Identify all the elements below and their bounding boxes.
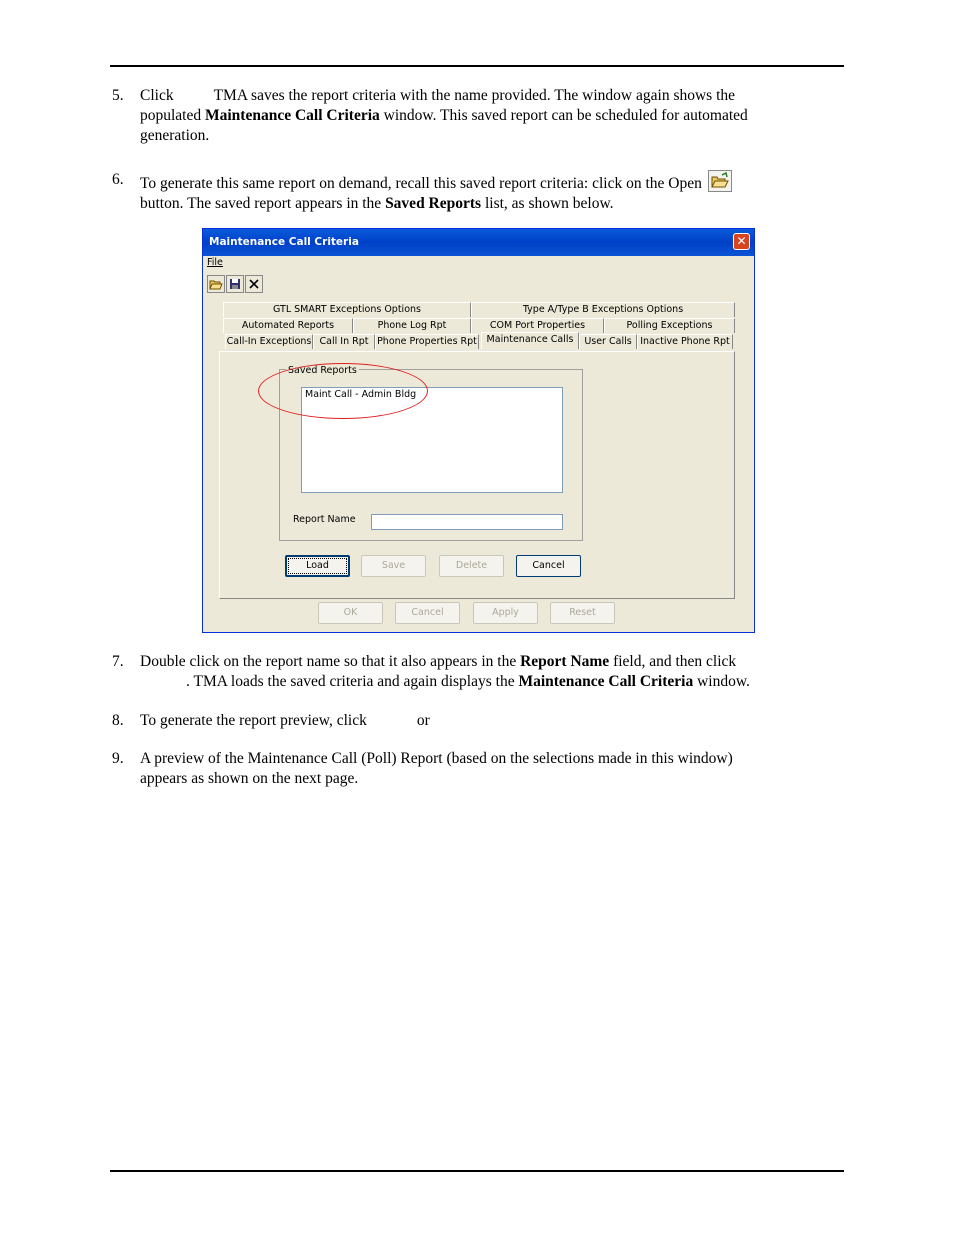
step-number: 7. [112, 653, 124, 670]
step-number: 8. [112, 712, 124, 729]
window-name: Maintenance Call Criteria [518, 673, 694, 690]
toolbar [207, 275, 263, 295]
step-text: generation. [140, 127, 210, 144]
report-name-label: Report Name [293, 514, 356, 525]
tab-call-in-exceptions[interactable]: Call-In Exceptions [226, 336, 312, 347]
step-text: To generate the report preview, click [140, 712, 367, 729]
open-folder-icon [209, 278, 223, 290]
maintenance-call-criteria-window [202, 228, 755, 633]
field-name: Report Name [520, 653, 610, 670]
report-name-field[interactable] [371, 514, 563, 530]
footer-cancel-button[interactable]: Cancel [395, 602, 460, 624]
step-number: 6. [112, 171, 124, 188]
open-button[interactable] [207, 275, 225, 293]
tab-phone-properties-rpt[interactable]: Phone Properties Rpt [375, 334, 479, 349]
x-delete-icon [248, 278, 260, 290]
header-rule [110, 65, 844, 67]
open-folder-icon [708, 170, 732, 192]
step-text: To generate this same report on demand, recall this saved report criteria: click on the Open [140, 175, 702, 192]
tab-inactive-phone-rpt[interactable]: Inactive Phone Rpt [637, 334, 733, 349]
step-5 [112, 86, 832, 148]
delete-button[interactable]: Delete [439, 555, 504, 577]
tab-call-in-rpt[interactable]: Call In Rpt [313, 334, 375, 349]
step-7 [112, 652, 832, 694]
menu-file-label: File [207, 257, 223, 268]
window-title: Maintenance Call Criteria [209, 236, 359, 248]
cancel-button[interactable]: Cancel [516, 555, 581, 577]
list-name: Saved Reports [385, 195, 482, 212]
step-text: appears as shown on the next page. [140, 770, 359, 787]
tab-com-port-properties[interactable]: COM Port Properties [471, 318, 604, 333]
step-text: window. [693, 673, 750, 690]
step-text: or [416, 712, 430, 729]
tab-phone-log-rpt[interactable]: Phone Log Rpt [353, 318, 471, 333]
tab-polling-exceptions[interactable]: Polling Exceptions [604, 318, 735, 333]
load-button[interactable]: Load [285, 555, 350, 577]
list-item[interactable]: Maint Call - Admin Bldg [305, 389, 417, 400]
step-6 [112, 170, 832, 212]
saved-reports-label: Saved Reports [288, 365, 357, 376]
step-text: button. The saved report appears in the [140, 195, 386, 212]
ok-button[interactable]: OK [318, 602, 383, 624]
reset-button[interactable]: Reset [550, 602, 615, 624]
step-text: A preview of the Maintenance Call (Poll) Report (based on the selections made in this window) [140, 750, 733, 767]
footer-rule [110, 1170, 844, 1172]
apply-button[interactable]: Apply [473, 602, 538, 624]
step-text: Click [140, 87, 174, 104]
tab-gtl-smart-exceptions[interactable]: GTL SMART Exceptions Options [223, 302, 471, 317]
menu-file[interactable] [207, 257, 223, 268]
tab-automated-reports[interactable]: Automated Reports [223, 318, 353, 333]
step-text: Double click on the report name so that it also appears in the [140, 653, 521, 670]
highlight-ellipse [258, 363, 428, 419]
step-number: 9. [112, 750, 124, 767]
step-number: 5. [112, 87, 124, 104]
delete-toolbar-button[interactable] [245, 275, 263, 293]
save-button[interactable]: Save [361, 555, 426, 577]
step-text: list, as shown below. [481, 195, 614, 212]
step-9 [112, 749, 832, 791]
floppy-disk-icon [229, 278, 241, 290]
step-text: . TMA loads the saved criteria and again displays the [186, 673, 519, 690]
step-text: populated [140, 107, 205, 124]
step-8 [112, 711, 832, 733]
tab-maintenance-calls[interactable]: Maintenance Calls [481, 332, 579, 349]
tab-type-a-type-b-exceptions[interactable]: Type A/Type B Exceptions Options [471, 302, 735, 317]
window-name: Maintenance Call Criteria [205, 107, 380, 124]
step-text: window. This saved report can be scheduled for automated [379, 107, 748, 124]
step-text: field, and then click [609, 653, 737, 670]
save-toolbar-button[interactable] [226, 275, 244, 293]
close-button[interactable]: ✕ [733, 233, 750, 250]
title-bar [203, 229, 754, 256]
step-text: TMA saves the report criteria with the name provided. The window again shows the [213, 87, 736, 104]
tab-user-calls[interactable]: User Calls [579, 334, 637, 349]
